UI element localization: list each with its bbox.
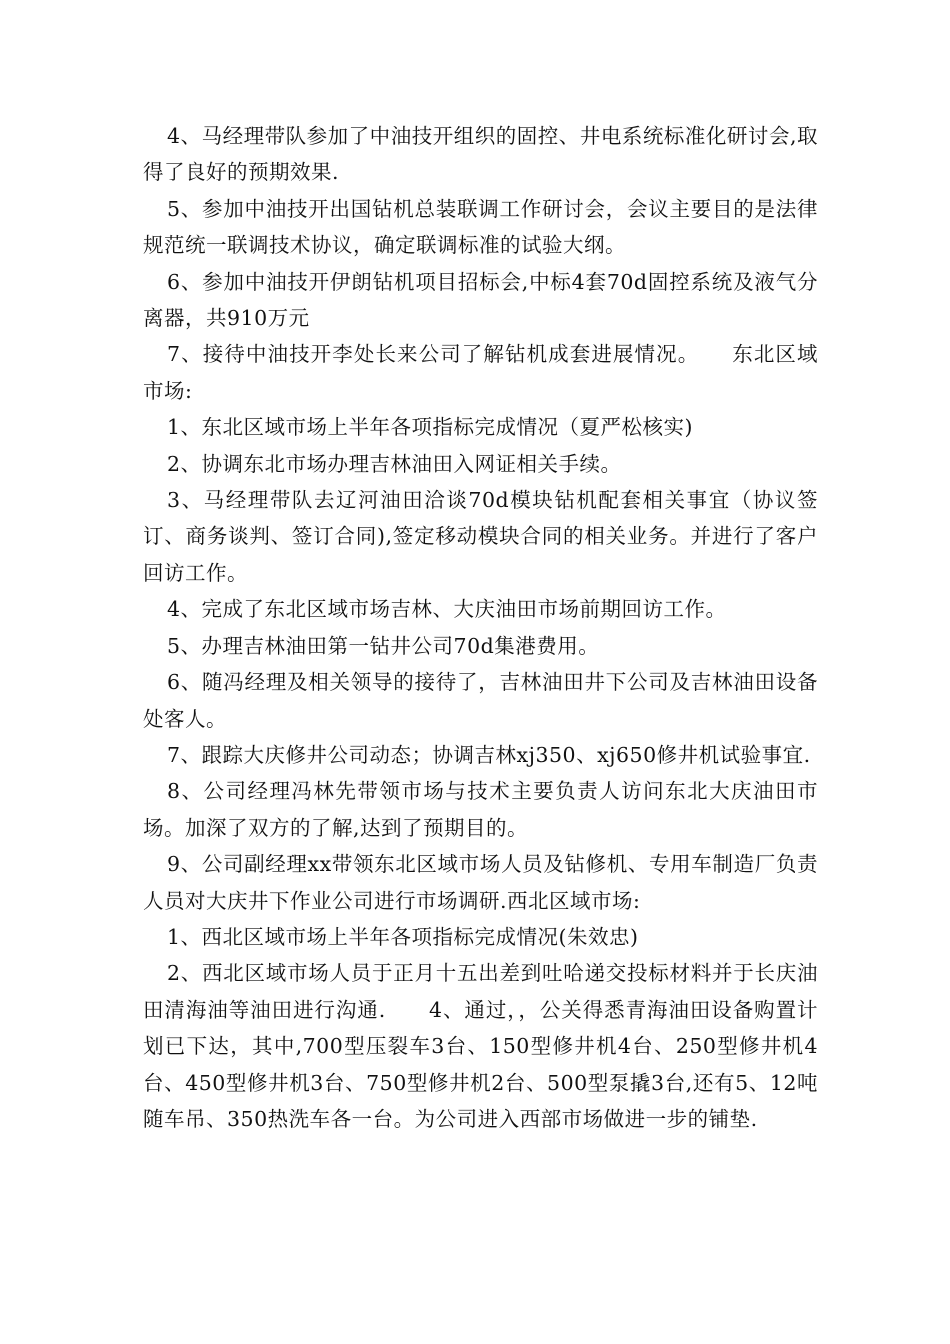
paragraph: 3、马经理带队去辽河油田洽谈70d模块钻机配套相关事宜（协议签订、商务谈判、签订合同),签定移动模块合同的相关业务。并进行了客户回访工作。 bbox=[143, 488, 818, 585]
paragraph: 4、马经理带队参加了中油技开组织的固控、井电系统标准化研讨会,取得了良好的预期效果. bbox=[143, 124, 818, 185]
paragraph: 2、协调东北市场办理吉林油田入网证相关手续。 bbox=[167, 451, 622, 476]
paragraph: 8、公司经理冯林先带领市场与技术主要负责人访问东北大庆油田市场。加深了双方的了解,达到了预期目的。 bbox=[143, 779, 818, 840]
paragraph: 1、西北区域市场上半年各项指标完成情况(朱效忠) bbox=[167, 924, 639, 949]
paragraph: 5、参加中油技开出国钻机总装联调工作研讨会，会议主要目的是法律规范统一联调技术协议，确定联调标准的试验大纲。 bbox=[143, 196, 818, 258]
paragraph: 7、接待中油技开李处长来公司了解钻机成套进展情况。 东北区域市场: bbox=[143, 342, 818, 403]
paragraph: 4、完成了东北区域市场吉林、大庆油田市场前期回访工作。 bbox=[167, 597, 727, 622]
paragraph: 2、西北区域市场人员于正月十五出差到吐哈递交投标材料并于长庆油田清海油等油田进行沟通. 4、通过，，公关得悉青海油田设备购置计划已下达，其中,700型压裂车3台、150型修井机4台、250型修井机4台、450型修井机3台、750型修井机2台、500型泵撬3台,还有5、12吨随车吊、350热洗车各一台。为公司进入西部市场做进一步的铺垫. bbox=[143, 961, 818, 1131]
paragraph: 6、参加中油技开伊朗钻机项目招标会,中标4套70d固控系统及液气分离器，共910万元 bbox=[143, 269, 818, 331]
paragraph: 1、东北区域市场上半年各项指标完成情况（夏严松核实) bbox=[167, 415, 694, 440]
paragraph: 6、随冯经理及相关领导的接待了，吉林油田井下公司及吉林油田设备处客人。 bbox=[143, 670, 818, 731]
paragraph: 5、办理吉林油田第一钻井公司70d集港费用。 bbox=[167, 633, 600, 658]
paragraph: 9、公司副经理xx带领东北区域市场人员及钻修机、专用车制造厂负责人员对大庆井下作业公司进行市场调研.西北区域市场: bbox=[143, 852, 818, 913]
document-body bbox=[143, 118, 818, 1137]
paragraph: 7、跟踪大庆修井公司动态；协调吉林xj350、xj650修井机试验事宜. bbox=[167, 742, 811, 767]
